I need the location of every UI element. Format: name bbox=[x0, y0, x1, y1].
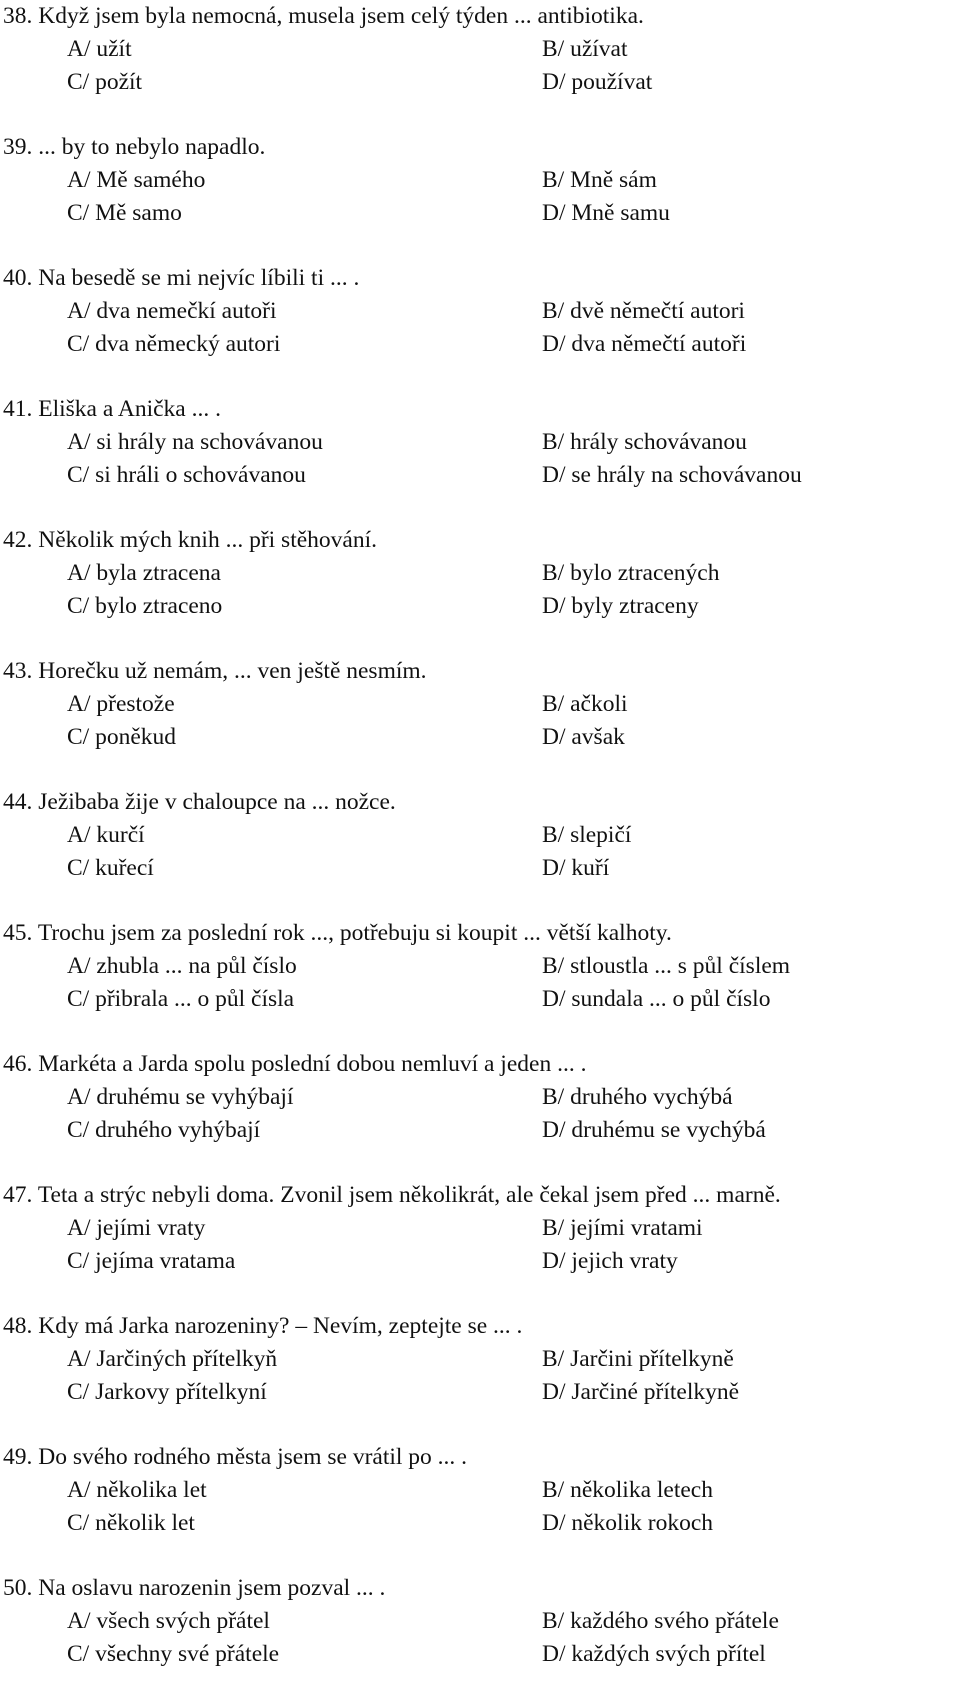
option-a: A/ kurčí bbox=[67, 822, 145, 848]
option-b: B/ stloustla ... s půl číslem bbox=[542, 953, 791, 979]
option-b: B/ několika letech bbox=[542, 1477, 713, 1503]
option-b: B/ ačkoli bbox=[542, 691, 628, 717]
option-d: D/ Jarčiné přítelkyně bbox=[542, 1379, 740, 1405]
option-d: D/ se hrály na schovávanou bbox=[542, 462, 802, 488]
option-c: C/ požít bbox=[67, 69, 143, 95]
option-b: B/ jejími vratami bbox=[542, 1215, 703, 1241]
option-c: C/ poněkud bbox=[67, 724, 177, 750]
option-b: B/ Mně sám bbox=[542, 167, 657, 193]
option-a: A/ byla ztracena bbox=[67, 560, 221, 586]
option-c: C/ všechny své přátele bbox=[67, 1641, 280, 1667]
question-text: 40. Na besedě se mi nejvíc líbili ti ... . bbox=[3, 265, 360, 291]
option-d: D/ Mně samu bbox=[542, 200, 670, 226]
option-b: B/ každého svého přátele bbox=[542, 1608, 779, 1634]
option-d: D/ používat bbox=[542, 69, 653, 95]
option-b: B/ Jarčini přítelkyně bbox=[542, 1346, 734, 1372]
option-c: C/ jejíma vratama bbox=[67, 1248, 236, 1274]
option-d: D/ každých svých přítel bbox=[542, 1641, 766, 1667]
option-c: C/ kuřecí bbox=[67, 855, 154, 881]
question-text: 50. Na oslavu narozenin jsem pozval ... . bbox=[3, 1575, 386, 1601]
question-text: 38. Když jsem byla nemocná, musela jsem celý týden ... antibiotika. bbox=[3, 3, 644, 29]
question-text: 42. Několik mých knih ... při stěhování. bbox=[3, 527, 377, 553]
option-a: A/ si hrály na schovávanou bbox=[67, 429, 323, 455]
option-c: C/ Mě samo bbox=[67, 200, 182, 226]
option-d: D/ sundala ... o půl číslo bbox=[542, 986, 771, 1012]
option-c: C/ si hráli o schovávanou bbox=[67, 462, 306, 488]
option-a: A/ přestože bbox=[67, 691, 175, 717]
question-text: 47. Teta a strýc nebyli doma. Zvonil jsem několikrát, ale čekal jsem před ... marně. bbox=[3, 1182, 781, 1208]
option-c: C/ Jarkovy přítelkyní bbox=[67, 1379, 267, 1405]
option-c: C/ druhého vyhýbají bbox=[67, 1117, 261, 1143]
option-c: C/ několik let bbox=[67, 1510, 195, 1536]
option-a: A/ druhému se vyhýbají bbox=[67, 1084, 294, 1110]
option-c: C/ dva německý autori bbox=[67, 331, 281, 357]
option-d: D/ několik rokoch bbox=[542, 1510, 713, 1536]
question-text: 44. Ježibaba žije v chaloupce na ... nožce. bbox=[3, 789, 396, 815]
option-b: B/ bylo ztracených bbox=[542, 560, 720, 586]
question-text: 49. Do svého rodného města jsem se vrátil po ... . bbox=[3, 1444, 468, 1470]
option-a: A/ Jarčiných přítelkyň bbox=[67, 1346, 278, 1372]
option-c: C/ přibrala ... o půl čísla bbox=[67, 986, 295, 1012]
question-text: 39. ... by to nebylo napadlo. bbox=[3, 134, 266, 160]
option-c: C/ bylo ztraceno bbox=[67, 593, 223, 619]
option-d: D/ kuří bbox=[542, 855, 610, 881]
option-a: A/ Mě samého bbox=[67, 167, 206, 193]
option-a: A/ několika let bbox=[67, 1477, 207, 1503]
option-b: B/ užívat bbox=[542, 36, 628, 62]
option-d: D/ druhému se vychýbá bbox=[542, 1117, 766, 1143]
question-text: 46. Markéta a Jarda spolu poslední dobou nemluví a jeden ... . bbox=[3, 1051, 587, 1077]
option-b: B/ slepičí bbox=[542, 822, 632, 848]
option-b: B/ dvě němečtí autori bbox=[542, 298, 745, 324]
option-a: A/ zhubla ... na půl číslo bbox=[67, 953, 297, 979]
question-text: 48. Kdy má Jarka narozeniny? – Nevím, zeptejte se ... . bbox=[3, 1313, 523, 1339]
option-a: A/ jejími vraty bbox=[67, 1215, 206, 1241]
question-text: 41. Eliška a Anička ... . bbox=[3, 396, 221, 422]
option-d: D/ byly ztraceny bbox=[542, 593, 699, 619]
question-text: 43. Horečku už nemám, ... ven ještě nesmím. bbox=[3, 658, 427, 684]
question-text: 45. Trochu jsem za poslední rok ..., potřebuju si koupit ... větší kalhoty. bbox=[3, 920, 672, 946]
option-d: D/ avšak bbox=[542, 724, 625, 750]
option-a: A/ všech svých přátel bbox=[67, 1608, 270, 1634]
option-b: B/ hrály schovávanou bbox=[542, 429, 747, 455]
option-a: A/ dva nemečkí autoři bbox=[67, 298, 277, 324]
option-b: B/ druhého vychýbá bbox=[542, 1084, 733, 1110]
option-d: D/ dva němečtí autoři bbox=[542, 331, 747, 357]
option-d: D/ jejich vraty bbox=[542, 1248, 678, 1274]
option-a: A/ užít bbox=[67, 36, 132, 62]
